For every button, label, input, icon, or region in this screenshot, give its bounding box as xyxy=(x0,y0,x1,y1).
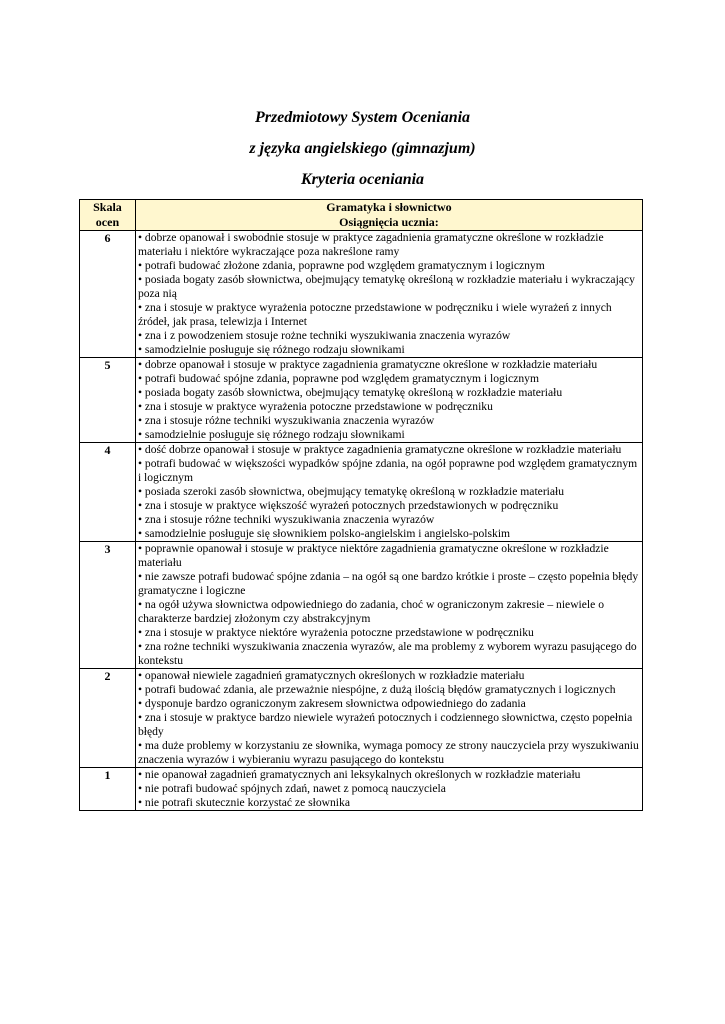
scale-header-line-1: Skala xyxy=(93,200,122,214)
grade-cell: 4 xyxy=(80,443,136,542)
criteria-item: • zna i stosuje w praktyce bardzo niewiele wyrażeń potocznych i codziennego słownictwa, często popełnia błędy xyxy=(138,711,640,739)
criteria-item: • posiada bogaty zasób słownictwa, obejmujący tematykę określoną w rozkładzie materiału i wykraczający poza nią xyxy=(138,273,640,301)
criteria-item: • dobrze opanował i swobodnie stosuje w praktyce zagadnienia gramatyczne określone w rozkładzie materiału i niektóre wykraczające poza nakreślone ramy xyxy=(138,231,640,259)
criteria-cell xyxy=(135,542,642,669)
criteria-item: • zna i stosuje w praktyce większość wyrażeń potocznych przedstawionych w podręczniku xyxy=(138,499,640,513)
criteria-item: • samodzielnie posługuje się słownikiem polsko-angielskim i angielsko-polskim xyxy=(138,527,640,541)
scale-header-line-2: ocen xyxy=(95,215,120,229)
criteria-item: • dysponuje bardzo ograniczonym zakresem słownictwa odpowiedniego do zadania xyxy=(138,697,640,711)
criteria-item: • zna i stosuje różne techniki wyszukiwania znaczenia wyrazów xyxy=(138,414,640,428)
criteria-list xyxy=(138,768,640,810)
criteria-item: • potrafi budować zdania, ale przeważnie niespójne, z dużą ilością błędów gramatycznych i logicznych xyxy=(138,683,640,697)
grade-cell: 5 xyxy=(80,358,136,443)
grade-cell: 3 xyxy=(80,542,136,669)
criteria-item: • nie potrafi budować spójnych zdań, nawet z pomocą nauczyciela xyxy=(138,782,640,796)
criteria-item: • potrafi budować w większości wypadków spójne zdania, na ogół poprawne pod względem gramatycznym i logicznym xyxy=(138,457,640,485)
table-body xyxy=(80,231,643,811)
criteria-item: • potrafi budować złożone zdania, poprawne pod względem gramatycznym i logicznym xyxy=(138,259,640,273)
criteria-item: • ma duże problemy w korzystaniu ze słownika, wymaga pomocy ze strony nauczyciela przy wyszukiwaniu znaczenia wyrazów i wybieraniu wyrazu pasującego do kontekstu xyxy=(138,739,640,767)
criteria-item: • poprawnie opanował i stosuje w praktyce niektóre zagadnienia gramatyczne określone w rozkładzie materiału xyxy=(138,542,640,570)
criteria-item: • zna i stosuje w praktyce wyrażenia potoczne przedstawione w podręczniku i wiele wyrażeń z innych źródeł, jak prasa, telewizja i Internet xyxy=(138,301,640,329)
table-row xyxy=(80,542,643,669)
criteria-item: • zna rożne techniki wyszukiwania znaczenia wyrazów, ale ma problemy z wyborem wyrazu pasującego do kontekstu xyxy=(138,640,640,668)
table-row xyxy=(80,443,643,542)
criteria-header-line-1: Gramatyka i słownictwo xyxy=(326,200,452,214)
criteria-item: • samodzielnie posługuje się różnego rodzaju słownikami xyxy=(138,428,640,442)
scale-header xyxy=(80,200,136,231)
table-row xyxy=(80,231,643,358)
criteria-item: • dość dobrze opanował i stosuje w praktyce zagadnienia gramatyczne określone w rozkładzie materiału xyxy=(138,443,640,457)
criteria-item: • na ogół używa słownictwa odpowiedniego do zadania, choć w ograniczonym zakresie – niewiele o charakterze bardziej złożonym czy abstrakcyjnym xyxy=(138,598,640,626)
criteria-item: • nie potrafi skutecznie korzystać ze słownika xyxy=(138,796,640,810)
table-row xyxy=(80,358,643,443)
document-title-block xyxy=(0,102,725,195)
criteria-item: • opanował niewiele zagadnień gramatycznych określonych w rozkładzie materiału xyxy=(138,669,640,683)
criteria-list xyxy=(138,542,640,668)
criteria-header xyxy=(135,200,642,231)
grading-criteria-table xyxy=(79,199,643,811)
criteria-header-line-2: Osiągnięcia ucznia: xyxy=(339,215,439,229)
section-title: Kryteria oceniania xyxy=(300,171,425,188)
criteria-item: • nie zawsze potrafi budować spójne zdania – na ogół są one bardzo krótkie i proste – często popełnia błędy gramatyczne i logiczne xyxy=(138,570,640,598)
criteria-item: • posiada bogaty zasób słownictwa, obejmujący tematykę określoną w rozkładzie materiału xyxy=(138,386,640,400)
criteria-item: • zna i stosuje różne techniki wyszukiwania znaczenia wyrazów xyxy=(138,513,640,527)
criteria-item: • nie opanował zagadnień gramatycznych ani leksykalnych określonych w rozkładzie materiału xyxy=(138,768,640,782)
criteria-cell xyxy=(135,669,642,768)
criteria-cell xyxy=(135,443,642,542)
criteria-cell xyxy=(135,231,642,358)
criteria-list xyxy=(138,669,640,767)
criteria-item: • zna i z powodzeniem stosuje rożne techniki wyszukiwania znaczenia wyrazów xyxy=(138,329,640,343)
criteria-cell xyxy=(135,358,642,443)
criteria-list xyxy=(138,358,640,442)
table-header-row xyxy=(80,200,643,231)
document-subtitle: z języka angielskiego (gimnazjum) xyxy=(249,140,476,157)
table-row xyxy=(80,768,643,811)
grade-cell: 1 xyxy=(80,768,136,811)
document-title: Przedmiotowy System Oceniania xyxy=(254,109,471,126)
grade-cell: 2 xyxy=(80,669,136,768)
criteria-item: • zna i stosuje w praktyce wyrażenia potoczne przedstawione w podręczniku xyxy=(138,400,640,414)
table-row xyxy=(80,669,643,768)
criteria-item: • zna i stosuje w praktyce niektóre wyrażenia potoczne przedstawione w podręczniku xyxy=(138,626,640,640)
criteria-item: • posiada szeroki zasób słownictwa, obejmujący tematykę określoną w rozkładzie materiału xyxy=(138,485,640,499)
criteria-item: • potrafi budować spójne zdania, poprawne pod względem gramatycznym i logicznym xyxy=(138,372,640,386)
grade-cell: 6 xyxy=(80,231,136,358)
criteria-item: • dobrze opanował i stosuje w praktyce zagadnienia gramatyczne określone w rozkładzie materiału xyxy=(138,358,640,372)
criteria-cell xyxy=(135,768,642,811)
criteria-item: • samodzielnie posługuje się różnego rodzaju słownikami xyxy=(138,343,640,357)
criteria-list xyxy=(138,231,640,357)
criteria-list xyxy=(138,443,640,541)
